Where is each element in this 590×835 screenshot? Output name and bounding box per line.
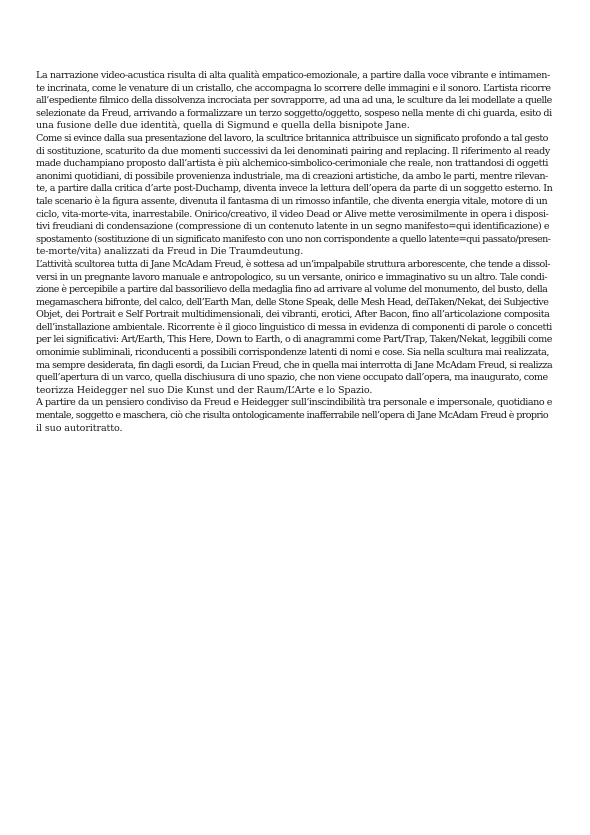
text-line: spostamento (sostituzione di un significato manifesto con uno non corrispondente a quello latente=qui passato/presen-	[36, 233, 551, 245]
text-line: La narrazione video-acustica risulta di alta qualità empatico-emozionale, a partire dalla voce vibrante e intimamen-	[36, 70, 550, 81]
text-line: una fusione delle due identità, quella di Sigmund e quella della bisnipote Jane.	[36, 120, 410, 132]
text-line: ma sempre desiderata, fin dagli esordi, da Lucian Freud, che in quella mai interrotta di Jane McAdam Freud, si realizza	[36, 359, 553, 371]
text-line: selezionate da Freud, arrivando a formalizzare un terzo soggetto/oggetto, sospeso nella mente di chi guarda, esito di	[36, 107, 552, 119]
text-line: Objet, dei Portrait e Self Portrait multidimensionali, dei vibranti, erotici, After Bacon, fino all’articolazione composita	[36, 309, 550, 321]
text-line: ciclo, vita-morte-vita, inarrestabile. Onirico/creativo, il video Dead or Alive mette verosimilmente in opera i disposi-	[36, 208, 549, 220]
text-line: omonimie subliminali, riconducenti a possibili corrispondenze latenti di nomi e cose. Sia nella scultura mai realizzata,	[36, 347, 549, 359]
text-line: megamaschera bifronte, del calco, dell’Earth Man, delle Stone Speak, delle Mesh Head, deiTaken/Nekat, dei Subjective	[36, 296, 549, 308]
text-line: mentale, soggetto e maschera, ciò che risulta ontologicamente inafferrabile nell’opera di Jane McAdam Freud è proprio	[36, 410, 548, 422]
text-line: tivi freudiani di condensazione (compressione di un contenuto latente in un segno manifesto=qui identificazione) e	[36, 221, 550, 233]
text-line: teorizza Heidegger nel suo Die Kunst und der Raum/L’Arte e lo Spazio.	[36, 384, 373, 396]
text-line: di sostituzione, scaturito da due momenti successivi da lei denominati pairing and replacing. Il riferimento al ready	[36, 145, 550, 157]
text-line: versi in un pregnante lavoro manuale e antropologico, su un versante, onirico e immaginativo su un altro. Tale condi-	[36, 271, 547, 283]
text-line: L’attività scultorea tutta di Jane McAdam Freud, è sottesa ad un’impalpabile struttura arborescente, che tende a dissol-	[36, 258, 550, 270]
text-line: te, a partire dalla critica d’arte post-Duchamp, diventa invece la lettura dell’opera da parte di un soggetto esterno. In	[36, 183, 553, 195]
text-line: A partire da un pensiero condiviso da Freud e Heidegger sull’inscindibilità tra personale e impersonale, quotidiano e	[36, 397, 552, 409]
text-line: te-morte/vita) analizzati da Freud in Die Traumdeutung.	[36, 246, 304, 258]
text-line: made duchampiano proposto dall’artista è più alchemico-simbolico-cerimoniale che reale, non trattandosi di oggetti	[36, 158, 548, 170]
text-line: quell’apertura di un varco, quella dischiusura di uno spazio, che non viene occupato dall’opera, ma inaugurato, come	[36, 372, 548, 384]
text-line: per lei significativi: Art/Earth, This Here, Down to Earth, o di anagrammi come Part/Trap, Taken/Nekat, leggibili come	[36, 334, 552, 346]
body-text	[36, 70, 552, 435]
text-line: zione è percepibile a partire dal bassorilievo della medaglia fino ad arrivare al volume del monumento, del busto, della	[36, 284, 548, 296]
text-line: te incrinata, come le venature di un cristallo, che accompagna lo scorrere delle immagini e il sonoro. L’artista ricorre	[36, 82, 551, 94]
text-line: all’espediente filmico della dissolvenza incrociata per sovrapporre, ad una ad una, le sculture da lei modellate a quelle	[36, 95, 552, 107]
text-line: tale scenario è la figura assente, divenuta il fantasma di un rimosso infantile, che diventa energia vitale, motore di un	[36, 195, 548, 207]
text-line: anonimi quotidiani, di possibile provenienza industriale, ma di creazioni artistiche, da ambo le parti, mentre rilevan-	[36, 170, 548, 182]
text-line: dell’installazione ambientale. Ricorrente è il gioco linguistico di messa in evidenza di componenti di parole o concetti	[36, 321, 552, 333]
text-line: il suo autoritratto.	[36, 422, 123, 434]
text-line: Come si evince dalla sua presentazione del lavoro, la scultrice britannica attribuisce un significato profondo a tal gesto	[36, 132, 548, 144]
